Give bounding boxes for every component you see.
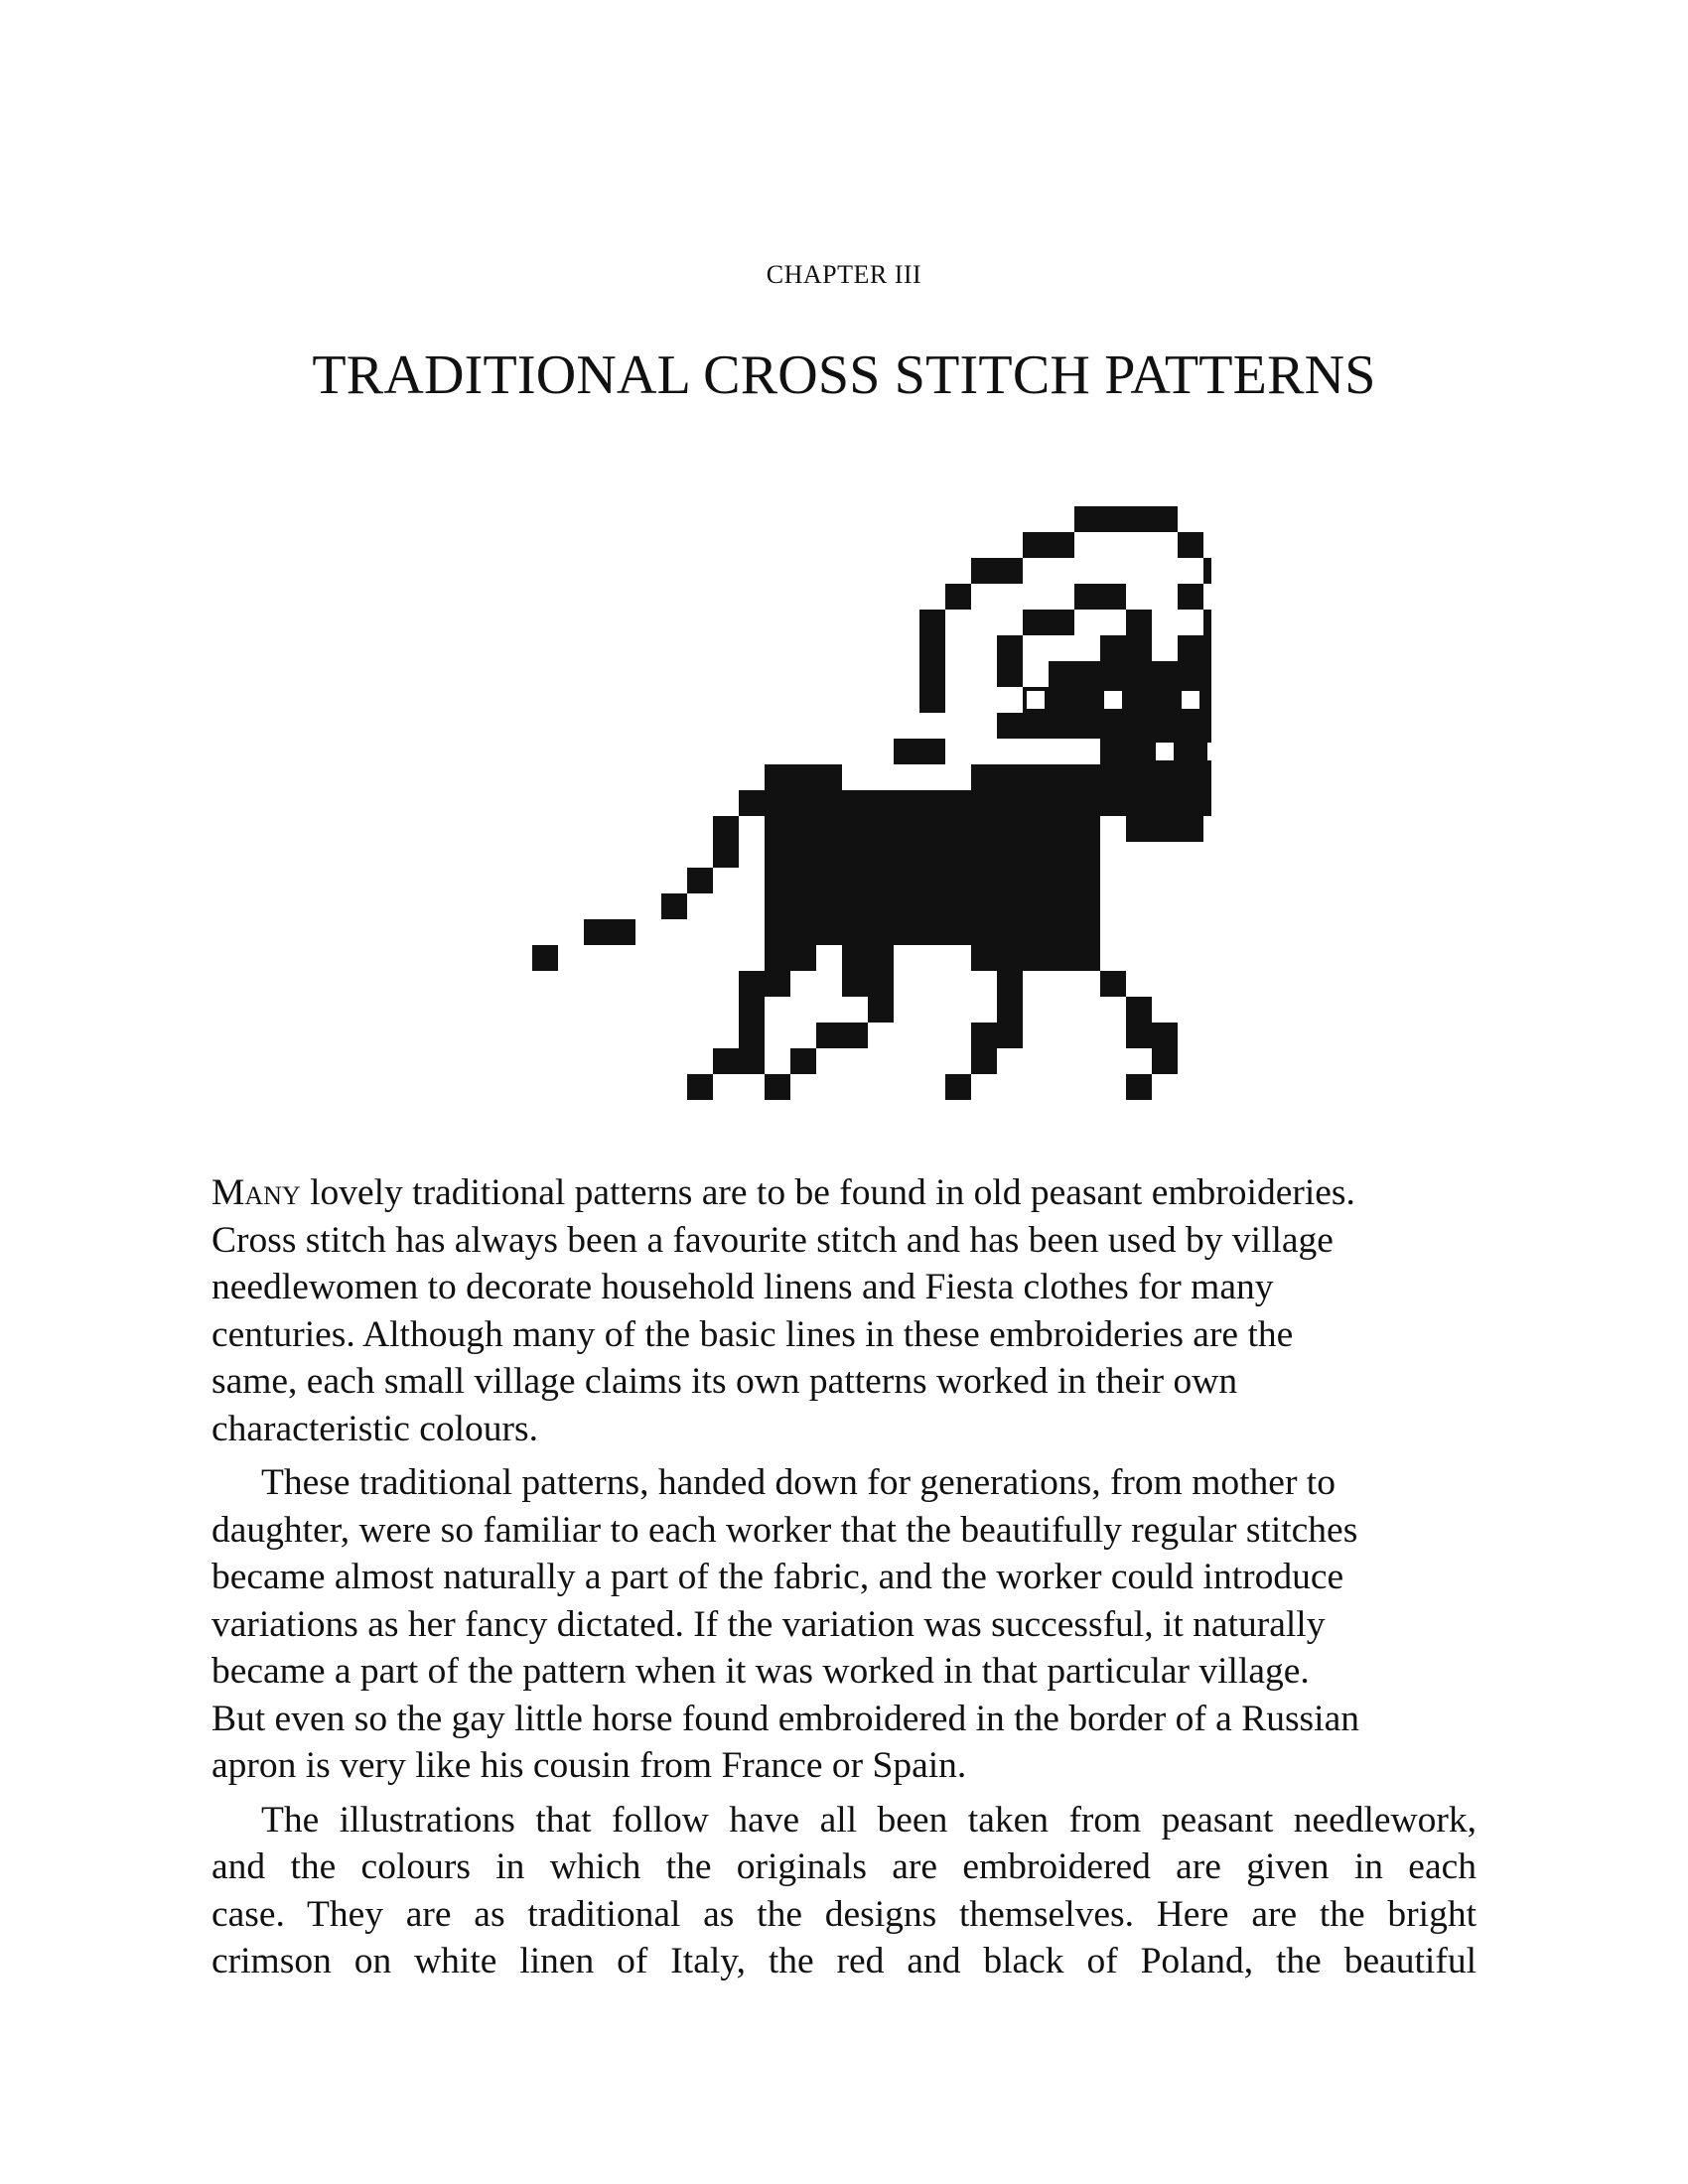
chapter-label: CHAPTER III <box>766 260 922 289</box>
stitch-cell <box>765 764 842 790</box>
stitch-cell <box>1023 945 1074 971</box>
cross-stitch-horse-icon <box>496 496 1211 1102</box>
text-line: Cross stitch has always been a favourite stitch and has been used by village <box>211 1219 1334 1261</box>
stitch-cell <box>971 1048 997 1074</box>
stitch-cell <box>971 1023 1023 1048</box>
stitch-cell <box>971 945 1023 971</box>
stitch-cell <box>739 971 790 997</box>
text-line: same, each small village claims its own patterns worked in their own <box>211 1361 1238 1402</box>
stitch-cell <box>997 971 1023 1023</box>
stitch-cell <box>1178 584 1203 610</box>
stitch-cell <box>765 790 1100 945</box>
stitch-cell <box>894 739 945 764</box>
stitch-cell <box>997 661 1023 687</box>
stitch-cell <box>1100 971 1126 997</box>
stitch-cell <box>945 1074 971 1100</box>
text-line: became almost naturally a part of the fabric, and the worker could introduce <box>211 1557 1344 1597</box>
paragraph-3 <box>211 1797 1477 1985</box>
stitch-cell <box>1203 610 1211 635</box>
stitch-cell <box>1152 1048 1178 1074</box>
stitch-cell <box>1126 1023 1178 1048</box>
stitch-cell <box>1126 997 1152 1023</box>
stitch-cell <box>997 713 1211 739</box>
paragraph-1 <box>211 1169 1477 1452</box>
body-text <box>211 1169 1477 1992</box>
text-line: But even so the gay little horse found embroidered in the border of a Russian <box>211 1698 1359 1739</box>
stitch-cell <box>687 1074 713 1100</box>
text-line: characteristic colours. <box>211 1408 539 1449</box>
stitch-cell <box>1074 945 1100 971</box>
text-line: became a part of the pattern when it was worked in that particular village. <box>211 1651 1310 1692</box>
stitch-cell <box>1074 506 1178 532</box>
stitch-cell <box>790 1048 816 1074</box>
text-line: needlewomen to decorate household linens and Fiesta clothes for many <box>211 1267 1274 1307</box>
stitch-cell <box>765 945 816 971</box>
stitch-cell <box>1126 1074 1152 1100</box>
horse-illustration <box>496 496 1211 1102</box>
stitch-cell <box>1126 816 1203 842</box>
stitch-cell <box>532 945 558 971</box>
paragraph-2 <box>211 1459 1477 1790</box>
stitch-highlight <box>1182 691 1199 709</box>
stitch-cell <box>739 790 765 816</box>
stitch-cell <box>1100 790 1211 816</box>
stitch-cell <box>1203 558 1211 584</box>
stitch-cell <box>919 635 945 661</box>
stitch-cell <box>868 997 894 1023</box>
stitch-cell <box>1023 532 1074 558</box>
stitch-highlight <box>1027 691 1045 709</box>
stitch-cell <box>1178 532 1203 558</box>
stitch-cell <box>1023 610 1074 635</box>
stitch-cell <box>971 764 1074 790</box>
chapter-title: TRADITIONAL CROSS STITCH PATTERNS <box>312 344 1376 406</box>
stitch-cell <box>1049 661 1211 687</box>
text-line: case. They are as traditional as the designs themselves. Here are the bright <box>211 1893 1477 1935</box>
stitch-cell <box>816 1023 868 1048</box>
stitch-highlight <box>1053 743 1070 760</box>
text-line: and the colours in which the originals are embroidered are given in each <box>211 1846 1477 1887</box>
stitch-cell <box>945 584 971 610</box>
stitch-cell <box>1178 635 1211 661</box>
text-line: The illustrations that follow have all been taken from peasant needlework, <box>261 1799 1477 1841</box>
stitch-highlight <box>1207 743 1211 760</box>
stitch-highlight <box>1156 743 1174 760</box>
stitch-cell <box>1100 635 1152 661</box>
text-line: daughter, were so familiar to each worker that the beautifully regular stitches <box>211 1509 1358 1551</box>
text-line: lovely traditional patterns are to be found in old peasant embroideries. <box>300 1172 1355 1213</box>
stitch-cell <box>765 1074 790 1100</box>
stitch-cell <box>713 1048 765 1074</box>
text-line: apron is very like his cousin from France or Spain. <box>211 1745 967 1786</box>
text-line: crimson on white linen of Italy, the red and black of Poland, the beautiful <box>211 1941 1477 1981</box>
stitch-cell <box>997 635 1023 661</box>
stitch-cell <box>713 816 739 868</box>
text-line: variations as her fancy dictated. If the variation was successful, it naturally <box>211 1603 1326 1645</box>
stitch-cell <box>971 558 1023 584</box>
stitch-cell <box>1074 764 1211 790</box>
stitch-cell <box>1074 584 1126 610</box>
drop-lead-word: Many <box>211 1172 301 1213</box>
stitch-cell <box>739 997 765 1048</box>
text-line: These traditional patterns, handed down for generations, from mother to <box>261 1462 1336 1503</box>
stitch-highlight <box>1104 691 1122 709</box>
stitch-cell <box>661 893 687 919</box>
stitch-cell <box>584 919 635 945</box>
text-line: centuries. Although many of the basic lines in these embroideries are the <box>211 1313 1294 1355</box>
stitch-cell <box>919 610 945 635</box>
stitch-cell <box>1126 610 1152 635</box>
stitch-cell <box>687 868 713 893</box>
stitch-cell <box>919 661 945 713</box>
stitch-cell <box>842 945 894 997</box>
